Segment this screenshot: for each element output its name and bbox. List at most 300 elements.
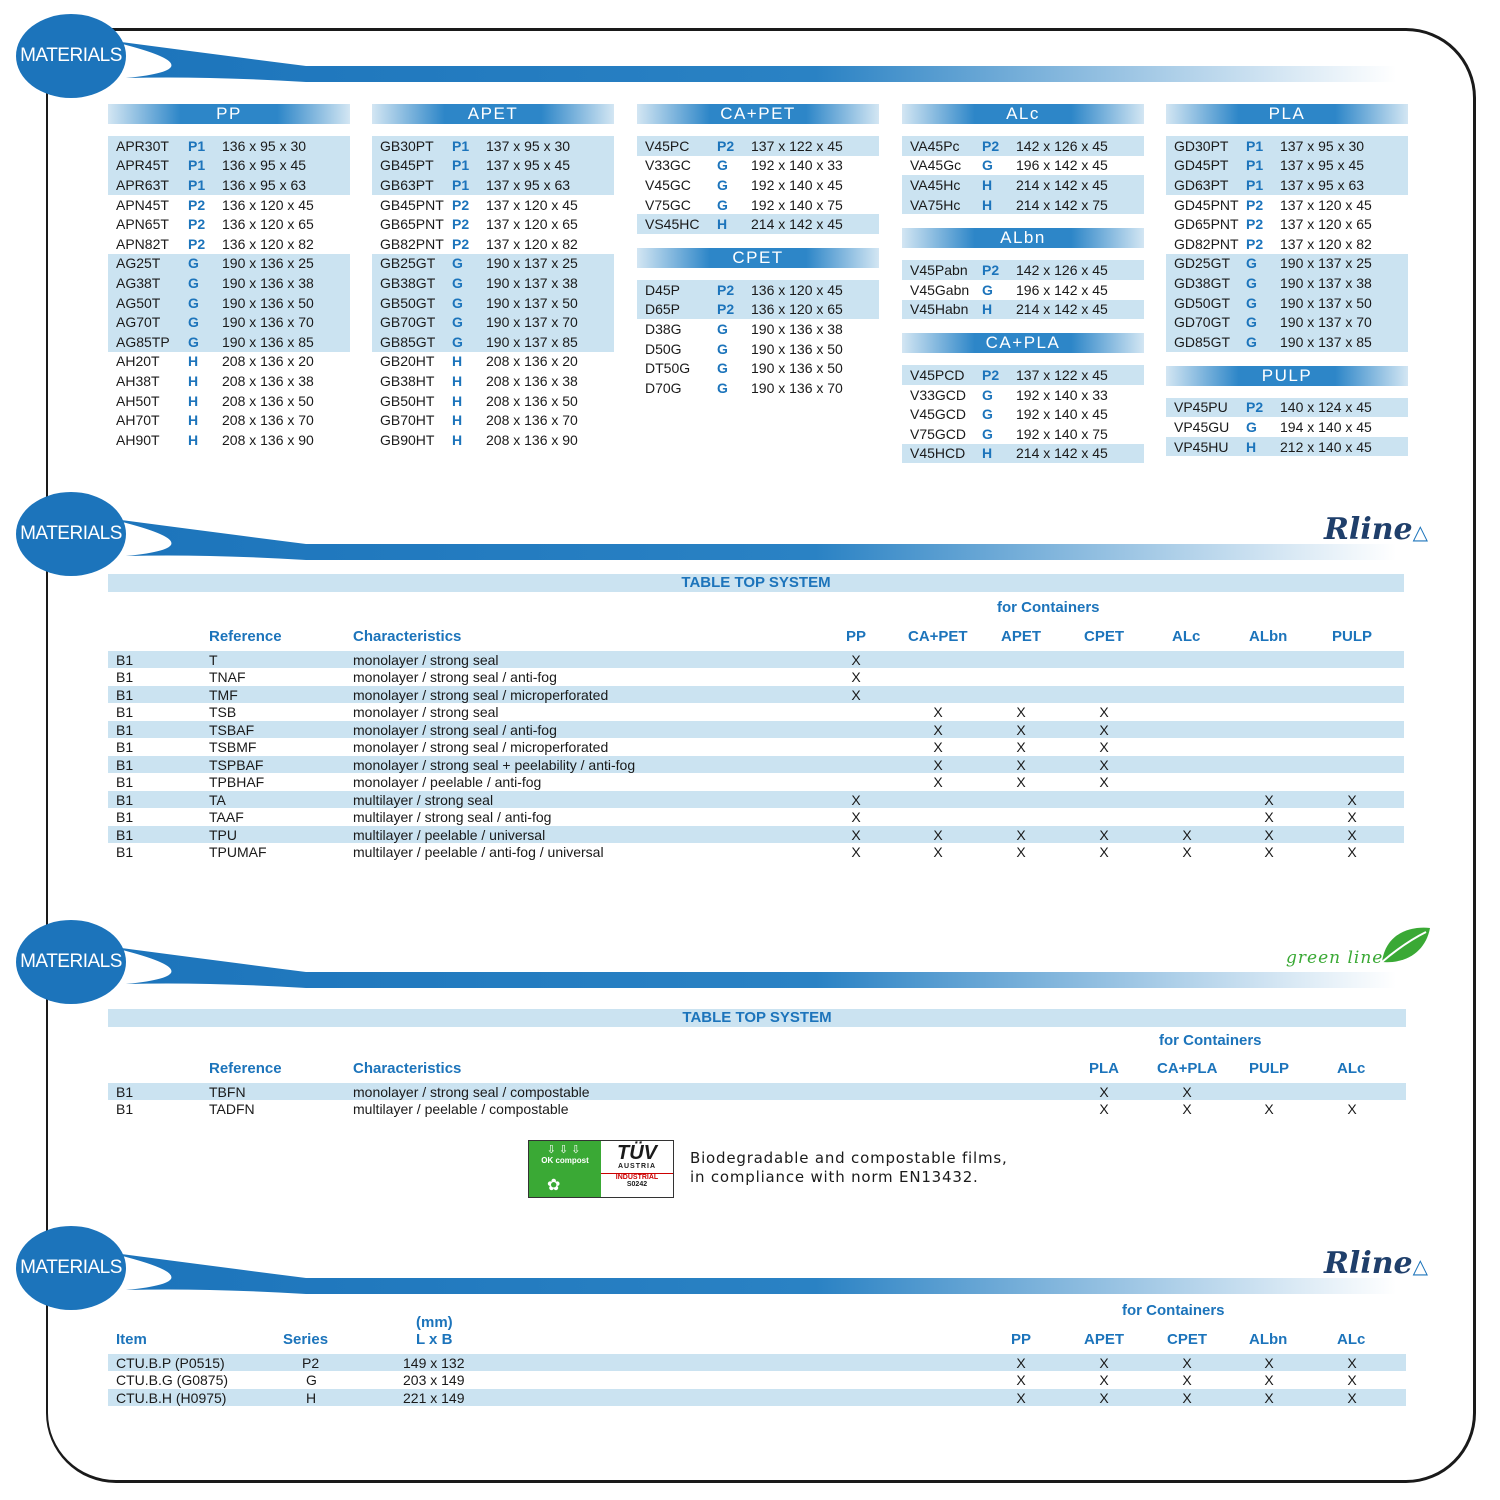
- x-mark: X: [933, 826, 943, 843]
- series-code: H: [982, 176, 993, 193]
- dimensions: 137 x 120 x 45: [486, 196, 578, 213]
- dimensions: 214 x 142 x 75: [1016, 196, 1108, 213]
- product-code: GD38GT: [1174, 274, 1231, 291]
- series-code: G: [982, 425, 993, 442]
- for-containers-heading: for Containers: [1122, 1302, 1225, 1319]
- product-code: VP45PU: [1174, 399, 1228, 416]
- x-mark: X: [1264, 1389, 1274, 1406]
- series-code: P2: [717, 281, 735, 298]
- series-code: P1: [452, 176, 470, 193]
- product-code: V75GCD: [910, 425, 967, 442]
- table-row: [108, 410, 350, 430]
- product-code: D45P: [645, 281, 681, 298]
- dimensions: 190 x 136 x 70: [751, 379, 843, 396]
- dimensions: 214 x 142 x 45: [1016, 176, 1108, 193]
- row-group: [902, 260, 1144, 319]
- reference: TBFN: [209, 1084, 246, 1100]
- dimensions: 190 x 136 x 85: [222, 333, 314, 350]
- x-mark: X: [1099, 1389, 1109, 1406]
- series-code: P2: [452, 196, 470, 213]
- dimensions: 136 x 120 x 65: [751, 301, 843, 318]
- table-row: [108, 254, 350, 274]
- dimensions: 208 x 136 x 70: [222, 412, 314, 429]
- product-code: D50G: [645, 340, 682, 357]
- series-code: G: [188, 294, 199, 311]
- section-head-films-green: [16, 920, 1426, 1010]
- leaf-icon: [1376, 922, 1432, 968]
- x-mark: X: [1016, 739, 1026, 756]
- table-row: [637, 358, 879, 378]
- table-row: [1166, 332, 1408, 352]
- table-row: [637, 280, 879, 300]
- table-row: [108, 195, 350, 215]
- product-code: V45PCD: [910, 366, 965, 383]
- series-code: G: [982, 386, 993, 403]
- dimensions: 137 x 95 x 63: [1280, 176, 1365, 193]
- table-row: [108, 234, 350, 254]
- series-code: G: [1246, 255, 1257, 272]
- series-code: H: [188, 412, 199, 429]
- ok-compost-logo: ⇩⇩⇩ OK compost ✿: [529, 1141, 601, 1197]
- series-code: H: [306, 1389, 317, 1406]
- series-code: G: [717, 196, 728, 213]
- series-code: P2: [982, 137, 1000, 154]
- table-row: [108, 651, 1404, 668]
- product-code: AH20T: [116, 353, 160, 370]
- table-row: [637, 156, 879, 176]
- series-code: P2: [1246, 235, 1264, 252]
- x-mark: X: [1016, 721, 1026, 738]
- x-mark: X: [1264, 809, 1274, 826]
- series-code: G: [452, 333, 463, 350]
- series-code: G: [982, 157, 993, 174]
- series-code: B1: [116, 1101, 134, 1118]
- column-heading: PP: [1011, 1331, 1032, 1348]
- series-code: G: [452, 294, 463, 311]
- series-code: P2: [188, 196, 206, 213]
- row-group: [637, 280, 879, 398]
- column-heading: APET: [1001, 628, 1042, 645]
- mm-heading: (mm): [416, 1314, 453, 1331]
- dimensions: 190 x 136 x 50: [751, 360, 843, 377]
- series-code: B1: [116, 704, 134, 721]
- series-code: B1: [116, 756, 134, 773]
- product-code: VA45Gc: [910, 157, 962, 174]
- series-code: P1: [1246, 137, 1264, 154]
- dimensions: 192 x 140 x 45: [1016, 406, 1108, 423]
- x-mark: X: [1099, 704, 1109, 721]
- series-code: G: [1246, 418, 1257, 435]
- section-head-containers: [16, 14, 1426, 104]
- column-heading: ALbn: [1249, 1331, 1288, 1348]
- series-code: G: [717, 379, 728, 396]
- table-row: [108, 721, 1404, 738]
- dimensions: 208 x 136 x 20: [486, 353, 578, 370]
- characteristics: monolayer / strong seal: [353, 704, 499, 721]
- reference: TSBAF: [209, 721, 255, 738]
- table-row: [637, 136, 879, 156]
- table-row: [637, 214, 879, 234]
- x-mark: X: [1347, 843, 1357, 860]
- dimensions: 190 x 136 x 70: [222, 314, 314, 331]
- product-code: V45Pabn: [910, 262, 968, 279]
- dimensions: 190 x 137 x 25: [1280, 255, 1372, 272]
- product-code: APR30T: [116, 137, 169, 154]
- table-row: [1166, 254, 1408, 274]
- characteristics: multilayer / strong seal: [353, 791, 494, 808]
- product-code: GB90HT: [380, 431, 435, 448]
- x-mark: X: [1099, 1101, 1109, 1118]
- product-code: GB38HT: [380, 372, 435, 389]
- characteristics: monolayer / strong seal / compostable: [353, 1084, 590, 1100]
- x-mark: X: [1347, 826, 1357, 843]
- product-code: AG50T: [116, 294, 161, 311]
- series-code: B1: [116, 669, 134, 686]
- series-code: H: [1246, 438, 1257, 455]
- dimensions: 192 x 140 x 33: [751, 157, 843, 174]
- table-row: [902, 365, 1144, 385]
- materials-badge: MATERIALS: [16, 1226, 126, 1310]
- table-top-bar: TABLE TOP SYSTEM: [108, 574, 1404, 592]
- x-mark: X: [1264, 1355, 1274, 1371]
- x-mark: X: [1099, 774, 1109, 791]
- triangle-icon: △: [1412, 520, 1429, 544]
- reference: T: [209, 652, 218, 668]
- series-code: G: [717, 157, 728, 174]
- series-code: H: [188, 353, 199, 370]
- table-row: [1166, 398, 1408, 418]
- series-code: G: [982, 406, 993, 423]
- product-code: GD50GT: [1174, 294, 1231, 311]
- x-mark: X: [1016, 843, 1026, 860]
- table-row: [372, 352, 614, 372]
- x-mark: X: [851, 809, 861, 826]
- table-row: [108, 1371, 1406, 1388]
- series-code: B1: [116, 791, 134, 808]
- table-row: [1166, 417, 1408, 437]
- dimensions: 136 x 120 x 45: [222, 196, 314, 213]
- table-row: [902, 385, 1144, 405]
- product-code: GB82PNT: [380, 235, 444, 252]
- container-column: [637, 104, 879, 398]
- dimensions: 221 x 149: [403, 1389, 465, 1406]
- table-row: [372, 273, 614, 293]
- column-heading: ALc: [902, 104, 1144, 124]
- product-code: GD82PNT: [1174, 235, 1239, 252]
- column-heading: CPET: [1167, 1331, 1208, 1348]
- table-row: [637, 300, 879, 320]
- dimensions: 190 x 137 x 25: [486, 255, 578, 272]
- x-mark: X: [1347, 1101, 1357, 1118]
- series-code: P1: [188, 176, 206, 193]
- series-code: P2: [188, 216, 206, 233]
- dimensions: 137 x 95 x 30: [1280, 137, 1365, 154]
- characteristics: multilayer / strong seal / anti-fog: [353, 809, 552, 826]
- product-code: GB70GT: [380, 314, 436, 331]
- reference: TMF: [209, 686, 238, 703]
- series-code: P1: [1246, 157, 1264, 174]
- item-code: CTU.B.P (P0515): [116, 1355, 225, 1371]
- x-mark: X: [1099, 721, 1109, 738]
- series-code: H: [188, 372, 199, 389]
- series-heading: Series: [283, 1331, 329, 1348]
- x-mark: X: [933, 774, 943, 791]
- product-code: VA75Hc: [910, 196, 961, 213]
- x-mark: X: [1182, 1101, 1192, 1118]
- item-code: CTU.B.H (H0975): [116, 1389, 227, 1406]
- series-code: G: [1246, 294, 1257, 311]
- dimensions: 190 x 137 x 38: [486, 274, 578, 291]
- table-row: [637, 175, 879, 195]
- dimensions: 136 x 120 x 45: [751, 281, 843, 298]
- product-code: AH70T: [116, 412, 160, 429]
- characteristics: multilayer / peelable / compostable: [353, 1101, 569, 1118]
- reference: TPBHAF: [209, 774, 265, 791]
- item-code: CTU.B.G (G0875): [116, 1372, 229, 1389]
- x-mark: X: [851, 826, 861, 843]
- dimensions: 192 x 140 x 45: [751, 176, 843, 193]
- series-code: G: [982, 281, 993, 298]
- table-row: [372, 410, 614, 430]
- reference: TSPBAF: [209, 756, 264, 773]
- series-code: G: [1246, 314, 1257, 331]
- x-mark: X: [1182, 1372, 1192, 1389]
- dimensions: 190 x 136 x 50: [222, 294, 314, 311]
- x-mark: X: [933, 721, 943, 738]
- characteristics: multilayer / peelable / universal: [353, 826, 546, 843]
- product-code: GB50GT: [380, 294, 436, 311]
- table-row: [372, 391, 614, 411]
- column-heading: ALc: [1337, 1060, 1366, 1077]
- x-mark: X: [933, 704, 943, 721]
- series-code: G: [188, 333, 199, 350]
- column-heading: PULP: [1249, 1060, 1290, 1077]
- characteristics: monolayer / strong seal / microperforated: [353, 739, 609, 756]
- column-heading: CA+PET: [908, 628, 968, 645]
- table-row: [1166, 175, 1408, 195]
- table-row: [1166, 156, 1408, 176]
- table-row: [108, 175, 350, 195]
- column-heading: CPET: [637, 248, 879, 268]
- product-code: GB38GT: [380, 274, 436, 291]
- table-row: [108, 1100, 1406, 1117]
- product-code: GB63PT: [380, 176, 434, 193]
- table-row: [108, 1083, 1406, 1100]
- dimensions: 137 x 95 x 45: [486, 157, 571, 174]
- table-row: [902, 175, 1144, 195]
- product-code: V75GC: [645, 196, 691, 213]
- table-row: [108, 430, 350, 450]
- dimensions: 136 x 120 x 65: [222, 216, 314, 233]
- reference: TAAF: [209, 809, 244, 826]
- table-top-bar: TABLE TOP SYSTEM: [108, 1009, 1406, 1027]
- dimensions: 208 x 136 x 70: [486, 412, 578, 429]
- series-code: P2: [1246, 216, 1264, 233]
- table-row: [372, 332, 614, 352]
- x-mark: X: [851, 843, 861, 860]
- table-row: [108, 808, 1404, 825]
- x-mark: X: [1016, 774, 1026, 791]
- reference: TPUMAF: [209, 843, 267, 860]
- x-mark: X: [1016, 1372, 1026, 1389]
- table-row: [372, 254, 614, 274]
- dimensions: 192 x 140 x 75: [751, 196, 843, 213]
- column-heading: PLA: [1166, 104, 1408, 124]
- table-row: [1166, 214, 1408, 234]
- series-code: H: [188, 392, 199, 409]
- table-row: [372, 136, 614, 156]
- table-row: [1166, 195, 1408, 215]
- table-row: [108, 214, 350, 234]
- table-row: [372, 312, 614, 332]
- x-mark: X: [1016, 1389, 1026, 1406]
- dimensions: 149 x 132: [403, 1355, 465, 1371]
- characteristics: monolayer / peelable / anti-fog: [353, 774, 542, 791]
- table-row: [108, 1389, 1406, 1406]
- dimensions: 137 x 120 x 65: [1280, 216, 1372, 233]
- certification-logos: [528, 1140, 674, 1198]
- series-code: G: [717, 320, 728, 337]
- reference: TSB: [209, 704, 237, 721]
- materials-badge: MATERIALS: [16, 492, 126, 576]
- dimensions: 196 x 142 x 45: [1016, 157, 1108, 174]
- tuv-logo: TÜV AUSTRIA INDUSTRIAL S0242: [601, 1141, 673, 1197]
- product-code: VP45HU: [1174, 438, 1229, 455]
- table-row: [108, 791, 1404, 808]
- reference: TPU: [209, 826, 237, 843]
- table-row: [902, 136, 1144, 156]
- table-row: [372, 430, 614, 450]
- dimensions: 192 x 140 x 75: [1016, 425, 1108, 442]
- product-code: D38G: [645, 320, 682, 337]
- product-code: GD30PT: [1174, 137, 1229, 154]
- table-row: [637, 195, 879, 215]
- row-group: [1166, 136, 1408, 352]
- compostable-note: Biodegradable and compostable films, in compliance with norm EN13432.: [690, 1149, 1008, 1186]
- x-mark: X: [1099, 1355, 1109, 1371]
- x-mark: X: [1099, 843, 1109, 860]
- x-mark: X: [1099, 826, 1109, 843]
- x-mark: X: [1099, 756, 1109, 773]
- product-code: AG85TP: [116, 333, 170, 350]
- x-mark: X: [1347, 809, 1357, 826]
- product-code: AG38T: [116, 274, 161, 291]
- flower-icon: ✿: [547, 1177, 561, 1194]
- reference: TA: [209, 791, 226, 808]
- dimensions: 142 x 126 x 45: [1016, 262, 1108, 279]
- series-code: H: [188, 431, 199, 448]
- column-heading: PP: [846, 628, 867, 645]
- series-code: H: [452, 392, 463, 409]
- table-row: [108, 332, 350, 352]
- product-code: GB65PNT: [380, 216, 444, 233]
- x-mark: X: [1016, 756, 1026, 773]
- product-code: GD45PNT: [1174, 196, 1239, 213]
- product-code: V45HCD: [910, 445, 966, 462]
- dimensions: 137 x 95 x 63: [486, 176, 571, 193]
- dimensions: 190 x 137 x 70: [1280, 314, 1372, 331]
- dimensions: 190 x 137 x 38: [1280, 274, 1372, 291]
- table-row: [1166, 273, 1408, 293]
- lxb-heading: L x B: [416, 1331, 453, 1348]
- section-title-films: HEAT SEALING FILMS: [628, 948, 873, 970]
- table-row: [108, 136, 350, 156]
- x-mark: X: [1347, 1372, 1357, 1389]
- series-code: P2: [1246, 196, 1264, 213]
- series-code: G: [306, 1372, 317, 1389]
- product-code: V45Gabn: [910, 281, 970, 298]
- table-row: [1166, 136, 1408, 156]
- x-mark: X: [1182, 843, 1192, 860]
- table-row: [372, 175, 614, 195]
- product-code: APR45T: [116, 157, 169, 174]
- dimensions: 208 x 136 x 20: [222, 353, 314, 370]
- x-mark: X: [851, 791, 861, 808]
- table-row: [108, 668, 1404, 685]
- column-heading: CA+PLA: [1157, 1060, 1218, 1077]
- table-row: [372, 156, 614, 176]
- series-code: H: [452, 353, 463, 370]
- x-mark: X: [851, 686, 861, 703]
- x-mark: X: [1347, 1355, 1357, 1371]
- x-mark: X: [1099, 739, 1109, 756]
- series-code: G: [188, 314, 199, 331]
- series-code: G: [452, 255, 463, 272]
- series-code: P1: [188, 157, 206, 174]
- table-row: [637, 339, 879, 359]
- table-row: [637, 378, 879, 398]
- x-mark: X: [1264, 826, 1274, 843]
- table-row: [902, 280, 1144, 300]
- container-column: [902, 104, 1144, 463]
- table-row: [637, 319, 879, 339]
- product-code: GD63PT: [1174, 176, 1229, 193]
- x-mark: X: [1264, 791, 1274, 808]
- dimensions: 136 x 95 x 30: [222, 137, 307, 154]
- series-code: P2: [982, 366, 1000, 383]
- series-code: P2: [452, 235, 470, 252]
- series-code: G: [452, 274, 463, 291]
- dimensions: 137 x 120 x 82: [1280, 235, 1372, 252]
- triangle-icon: △: [1412, 1254, 1429, 1278]
- characteristics: monolayer / strong seal / microperforated: [353, 686, 609, 703]
- product-code: GD25GT: [1174, 255, 1231, 272]
- product-code: AH38T: [116, 372, 160, 389]
- table-row: [108, 156, 350, 176]
- dimensions: 190 x 136 x 38: [751, 320, 843, 337]
- series-code: P2: [717, 301, 735, 318]
- table-row: [108, 826, 1404, 843]
- column-heading: PULP: [1332, 628, 1373, 645]
- column-heading: ALc: [1337, 1331, 1366, 1348]
- x-mark: X: [933, 756, 943, 773]
- product-code: AH90T: [116, 431, 160, 448]
- product-code: DT50G: [645, 360, 691, 377]
- series-code: G: [188, 274, 199, 291]
- product-code: VP45GU: [1174, 418, 1230, 435]
- dimensions: 190 x 137 x 70: [486, 314, 578, 331]
- dimensions: 208 x 136 x 38: [222, 372, 314, 389]
- characteristics: multilayer / peelable / anti-fog / universal: [353, 843, 604, 860]
- series-code: G: [717, 360, 728, 377]
- x-mark: X: [1099, 1372, 1109, 1389]
- section-head-films-rline: [16, 492, 1429, 582]
- x-mark: X: [851, 652, 861, 668]
- table-row: [372, 293, 614, 313]
- product-code: GB30PT: [380, 137, 434, 154]
- series-code: H: [717, 216, 728, 233]
- series-code: P1: [452, 137, 470, 154]
